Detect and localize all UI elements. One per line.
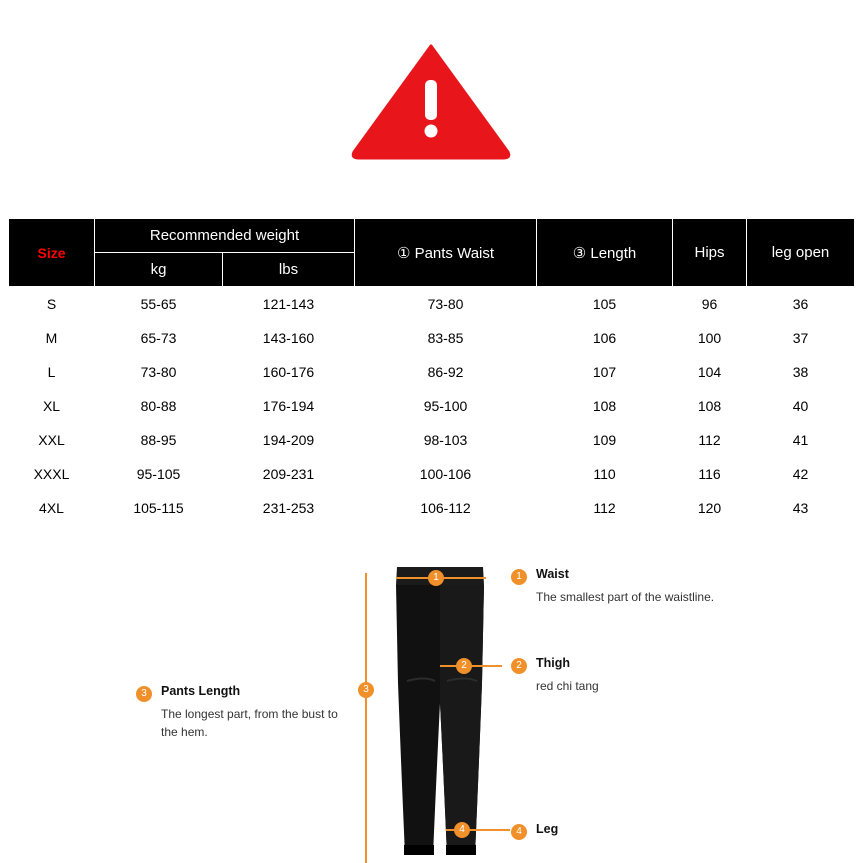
- cell-lbs: 143-160: [223, 321, 355, 355]
- legend-marker-4: 4: [511, 824, 527, 840]
- cell-size: XXL: [9, 423, 95, 457]
- table-row: [9, 457, 855, 491]
- cell-length: 107: [537, 355, 673, 389]
- cell-lbs: 160-176: [223, 355, 355, 389]
- cell-waist: 95-100: [355, 389, 537, 423]
- cell-hips: 120: [673, 491, 747, 525]
- table-row: [9, 389, 855, 423]
- cell-leg-open: 37: [747, 321, 855, 355]
- cell-kg: 73-80: [95, 355, 223, 389]
- cell-kg: 65-73: [95, 321, 223, 355]
- cell-waist: 83-85: [355, 321, 537, 355]
- cell-hips: 116: [673, 457, 747, 491]
- cell-hips: 96: [673, 287, 747, 321]
- marker-3-on-pants: 3: [358, 682, 374, 698]
- legend-marker-2: 2: [511, 658, 527, 674]
- pants-length-measure-line: [365, 573, 367, 863]
- column-header-size: Size: [9, 219, 95, 287]
- cell-waist: 98-103: [355, 423, 537, 457]
- column-header-hips: Hips: [673, 219, 747, 287]
- cell-kg: 105-115: [95, 491, 223, 525]
- cell-kg: 95-105: [95, 457, 223, 491]
- pants-illustration: [385, 563, 495, 863]
- legend-title-thigh: Thigh: [536, 656, 571, 670]
- marker-2-on-pants: 2: [456, 658, 472, 674]
- column-header-lbs: lbs: [223, 253, 355, 287]
- cell-kg: 88-95: [95, 423, 223, 457]
- legend-desc-thigh: red chi tang: [536, 679, 599, 693]
- cell-size: XXXL: [9, 457, 95, 491]
- legend-desc-waist: The smallest part of the waistline.: [536, 590, 715, 604]
- table-row: [9, 491, 855, 525]
- cell-leg-open: 36: [747, 287, 855, 321]
- cell-size: L: [9, 355, 95, 389]
- cell-size: 4XL: [9, 491, 95, 525]
- size-table: [8, 218, 855, 525]
- column-header-length: ③ Length: [537, 219, 673, 287]
- column-header-recommended-weight: Recommended weight: [95, 219, 355, 253]
- warning-triangle-icon: [351, 40, 511, 160]
- cell-leg-open: 42: [747, 457, 855, 491]
- table-header-row-1: [9, 219, 855, 253]
- column-header-leg-open: leg open: [747, 219, 855, 287]
- legend-title-leg: Leg: [536, 822, 559, 836]
- table-row: [9, 355, 855, 389]
- cell-leg-open: 40: [747, 389, 855, 423]
- measurement-diagram: [0, 545, 862, 863]
- cell-leg-open: 43: [747, 491, 855, 525]
- size-table-body: [9, 287, 855, 525]
- legend-title-waist: Waist: [536, 567, 569, 581]
- cell-length: 105: [537, 287, 673, 321]
- size-table-head: [9, 219, 855, 287]
- cell-leg-open: 41: [747, 423, 855, 457]
- marker-4-on-pants: 4: [454, 822, 470, 838]
- cell-waist: 100-106: [355, 457, 537, 491]
- cell-kg: 80-88: [95, 389, 223, 423]
- cell-length: 109: [537, 423, 673, 457]
- cell-hips: 112: [673, 423, 747, 457]
- cell-hips: 104: [673, 355, 747, 389]
- cell-hips: 108: [673, 389, 747, 423]
- cell-length: 108: [537, 389, 673, 423]
- cell-waist: 86-92: [355, 355, 537, 389]
- cell-size: S: [9, 287, 95, 321]
- cell-length: 110: [537, 457, 673, 491]
- legend-marker-1: 1: [511, 569, 527, 585]
- size-table-container: [8, 218, 854, 525]
- legend-title-pants-length: Pants Length: [161, 684, 241, 698]
- cell-waist: 73-80: [355, 287, 537, 321]
- cell-length: 112: [537, 491, 673, 525]
- warning-banner: [0, 0, 862, 200]
- column-header-kg: kg: [95, 253, 223, 287]
- cell-hips: 100: [673, 321, 747, 355]
- cell-lbs: 121-143: [223, 287, 355, 321]
- cell-size: M: [9, 321, 95, 355]
- cell-lbs: 176-194: [223, 389, 355, 423]
- cell-length: 106: [537, 321, 673, 355]
- marker-1-on-pants: 1: [428, 570, 444, 586]
- cell-lbs: 231-253: [223, 491, 355, 525]
- table-row: [9, 321, 855, 355]
- table-row: [9, 423, 855, 457]
- legend-desc-pants-length: The longest part, from the bust to the hem.: [161, 707, 338, 739]
- cell-waist: 106-112: [355, 491, 537, 525]
- legend-marker-3: 3: [136, 686, 152, 702]
- cell-size: XL: [9, 389, 95, 423]
- cell-kg: 55-65: [95, 287, 223, 321]
- cell-lbs: 194-209: [223, 423, 355, 457]
- cell-lbs: 209-231: [223, 457, 355, 491]
- cell-leg-open: 38: [747, 355, 855, 389]
- column-header-pants-waist: ① Pants Waist: [355, 219, 537, 287]
- table-row: [9, 287, 855, 321]
